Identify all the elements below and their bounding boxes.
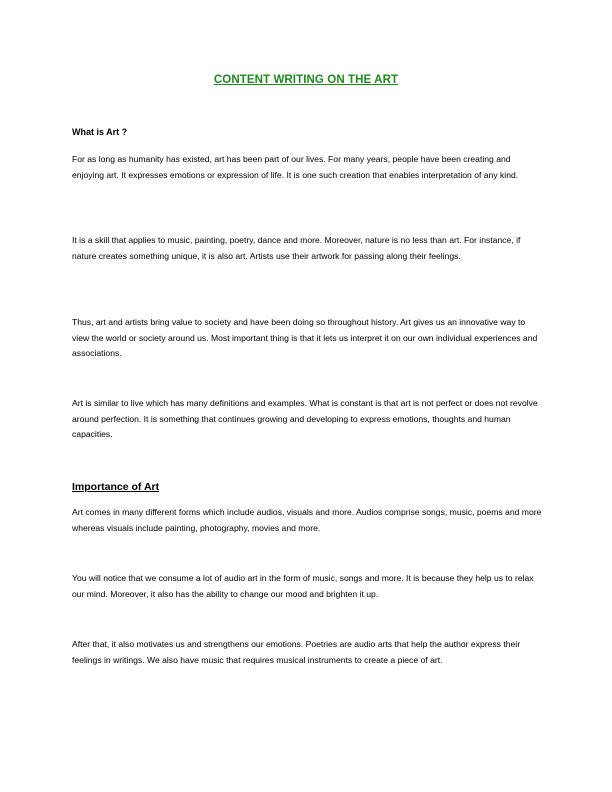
paragraph: After that, it also motivates us and strengthens our emotions. Poetries are audio arts that help the author express their feelings in writings. We also have music that requires musical instruments to create a piece of art. xyxy=(72,639,521,665)
paragraph: You will notice that we consume a lot of audio art in the form of music, songs and more. It is because they help us to relax our mind. Moreover, it also has the ability to change our mood and brighten it up. xyxy=(72,573,534,599)
section-heading-what-is-art: What is Art ? xyxy=(72,127,128,137)
paragraph: Art comes in many different forms which include audios, visuals and more. Audios comprise songs, music, poems and more whereas visuals include painting, photography, movies and more. xyxy=(72,507,542,533)
paragraph: For as long as humanity has existed, art has been part of our lives. For many years, people have been creating and enjoying art. It expresses emotions or expression of life. It is one such creation that enables interpretation of any kind. xyxy=(72,154,519,180)
paragraph: It is a skill that applies to music, painting, poetry, dance and more. Moreover, nature is no less than art. For instance, if nature creates something unique, it is also art. Artists use their artwork for passing along their feelings. xyxy=(72,235,521,261)
section-heading-importance-of-art: Importance of Art xyxy=(72,481,160,493)
paragraph: Thus, art and artists bring value to society and have been doing so throughout history. Art gives us an innovative way to view the world or society around us. Most important thing is that it lets us interpret it on our own individual experiences and associations. xyxy=(72,317,538,359)
document-title: CONTENT WRITING ON THE ART xyxy=(213,74,399,86)
paragraph: Art is similar to live which has many definitions and examples. What is constant is that art is not perfect or does not revolve around perfection. It is something that continues growing and developing to express emotions, thoughts and human capacities. xyxy=(72,398,538,440)
